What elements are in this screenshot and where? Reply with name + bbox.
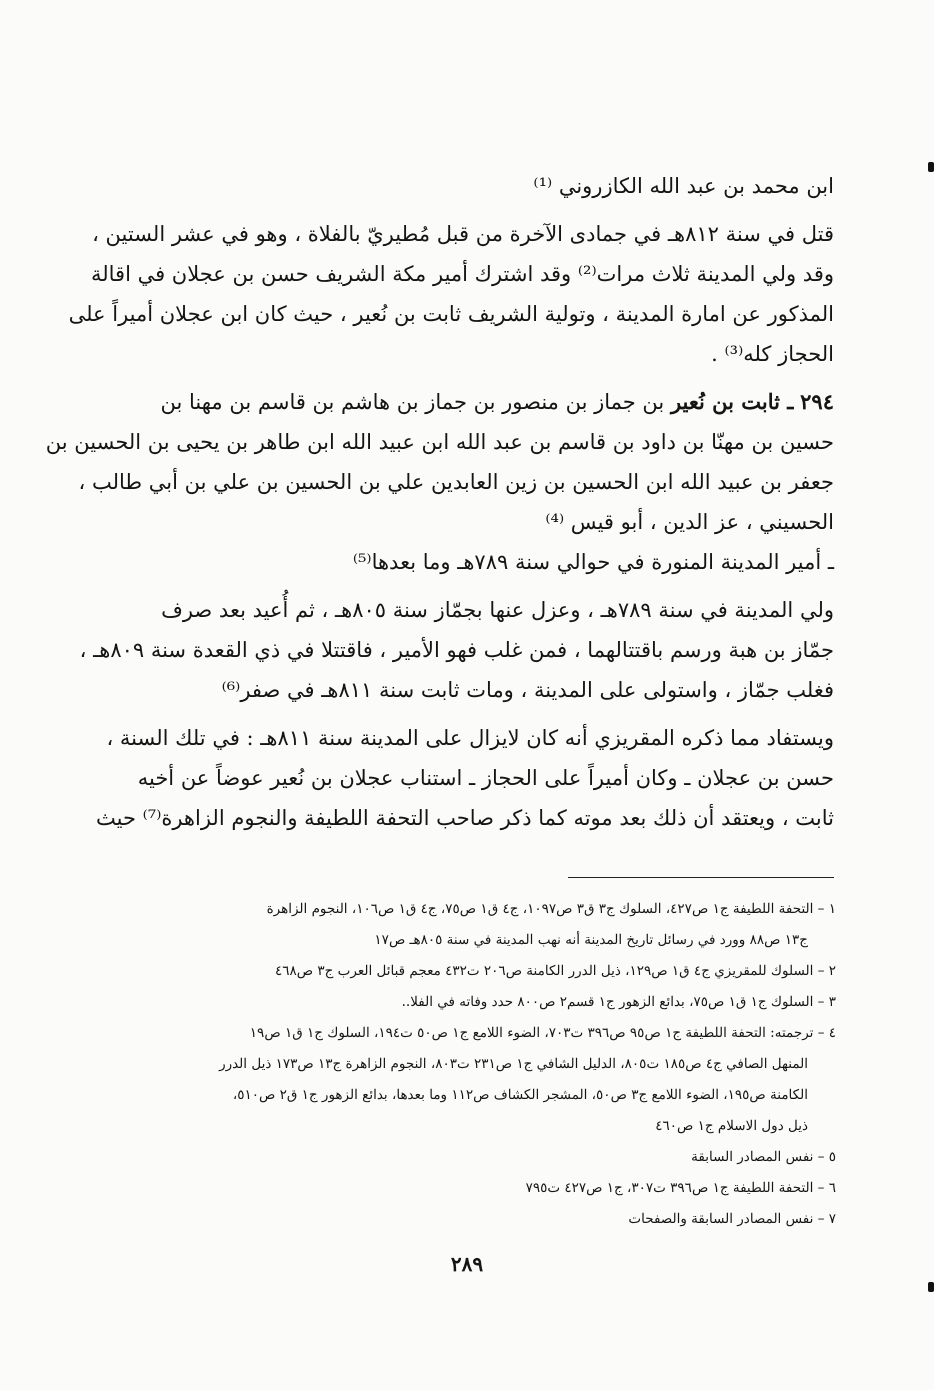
footnote-line: ٧ – نفس المصادر السابقة والصفحات: [628, 1211, 836, 1227]
footnote-line: ٣ – السلوك ج١ ق١ ص٧٥، بدائع الزهور ج١ قسم٢ ص٨٠٠ حدد وفاته في الفلا..: [401, 994, 836, 1010]
text-line: حسن بن عجلان ـ وكان أميراً على الحجاز ـ استناب عجلان بن نُعير عوضاً عن أخيه: [137, 766, 834, 790]
paragraph-2: [79, 590, 834, 710]
text-line: قتل في سنة ٨١٢هـ في جمادى الآخرة من قبل مُطيريّ بالفلاة ، وهو في عشر الستين ،: [92, 222, 834, 246]
text-line: جمّاز بن هبة ورسم باقتتالهما ، فمن غلب فهو الأمير ، فاقتتلا في ذي القعدة سنة ٨٠٩هـ ،: [79, 638, 834, 662]
footnote-line: ج١٣ ص٨٨ وورد في رسائل تاريخ المدينة أنه نهب المدينة في سنة ٨٠٥هـ ص١٧: [374, 932, 808, 948]
footnote-line: المنهل الصافي ج٤ ص١٨٥ ت٨٠٥، الدليل الشافي ج١ ص٢٣١ ت٨٠٣، النجوم الزاهرة ج١٣ ص١٧٣ ذيل الدرر: [219, 1056, 808, 1072]
text-line: المذكور عن امارة المدينة ، وتولية الشريف ثابت بن نُعير ، حيث كان ابن عجلان أميراً على: [68, 302, 834, 326]
text-line: الحجاز كله⁽³⁾ .: [711, 342, 834, 366]
scan-edge-mark: [928, 1282, 934, 1292]
text-line: ولي المدينة في سنة ٧٨٩هـ ، وعزل عنها بجمّاز سنة ٨٠٥هـ ، ثم أُعيد بعد صرف: [161, 598, 834, 622]
paragraph-1: [68, 214, 834, 374]
main-text: [45, 166, 834, 838]
page-number: ٢٨٩: [450, 1252, 484, 1276]
footnote-separator: [568, 877, 834, 878]
entry-lineage: بن جماز بن منصور بن جماز بن هاشم بن قاسم بن مهنا بن: [160, 390, 671, 414]
entry-number: ٢٩٤: [800, 389, 834, 414]
paragraph-3: [95, 718, 834, 838]
text-line: ويستفاد مما ذكره المقريزي أنه كان لايزال على المدينة سنة ٨١١هـ : في تلك السنة ،: [106, 726, 834, 750]
footnote-line: الكامنة ص١٩٥، الضوء اللامع ج٣ ص٥٠، المشجر الكشاف ص١١٢ وما بعدها، بدائع الزهور ج١ ق٢ ص٥١٠،: [232, 1087, 808, 1103]
text-line: الحسيني ، عز الدين ، أبو قيس ⁽⁴⁾: [545, 510, 834, 534]
footnote-line: ٦ – التحفة اللطيفة ج١ ص٣٩٦ ت٣٠٧، ج١ ص٤٢٧ ت٧٩٥: [525, 1180, 836, 1196]
text-line: جعفر بن عبيد الله ابن الحسين بن زين العابدين علي بن الحسين بن علي بن أبي طالب ،: [78, 470, 834, 494]
heading-line: ابن محمد بن عبد الله الكازروني ⁽¹⁾: [533, 174, 834, 198]
scan-edge-mark: [928, 162, 934, 172]
text-line: حسين بن مهنّا بن داود بن قاسم بن عبد الله ابن عبيد الله ابن طاهر بن يحيى بن الحسين بن: [45, 430, 834, 454]
footnote-line: ذيل دول الاسلام ج١ ص٤٦٠: [655, 1118, 808, 1134]
footnote-line: ١ – التحفة اللطيفة ج١ ص٤٢٧، السلوك ج٣ ق٣ ص١٠٩٧، ج٤ ق١ ص٧٥، ج٤ ق١ ص١٠٦، النجوم الزاهرة: [266, 901, 836, 917]
footnote-line: ٥ – نفس المصادر السابقة: [691, 1149, 836, 1165]
entry-name: ـ ثابت بن نُعير: [670, 389, 794, 414]
text-line: فغلب جمّاز ، واستولى على المدينة ، ومات ثابت سنة ٨١١هـ في صفر⁽⁶⁾: [221, 678, 834, 702]
text-line: ثابت ، ويعتقد أن ذلك بعد موته كما ذكر صاحب التحفة اللطيفة والنجوم الزاهرة⁽⁷⁾ حيث: [95, 806, 834, 830]
text-line: وقد ولي المدينة ثلاث مرات⁽²⁾ وقد اشترك أمير مكة الشريف حسن بن عجلان في اقالة: [90, 262, 834, 286]
entry-first-line: [140, 382, 834, 422]
footnote-line: ٢ – السلوك للمقريزي ج٤ ق١ ص١٢٩، ذيل الدرر الكامنة ص٢٠٦ ت٤٣٢ معجم قبائل العرب ج٣ ص٤٦٨: [275, 963, 836, 979]
emir-line: ـ أمير المدينة المنورة في حوالي سنة ٧٨٩هـ وما بعدها⁽⁵⁾: [352, 550, 834, 574]
footnote-line: ٤ – ترجمته: التحفة اللطيفة ج١ ص٩٥ ص٣٩٦ ت٧٠٣، الضوء اللامع ج١ ص٥٠ ت١٩٤، السلوك ج١ ق١ ص١٩: [249, 1025, 836, 1041]
biography-entry: [45, 382, 834, 542]
footnotes: [140, 894, 836, 1235]
